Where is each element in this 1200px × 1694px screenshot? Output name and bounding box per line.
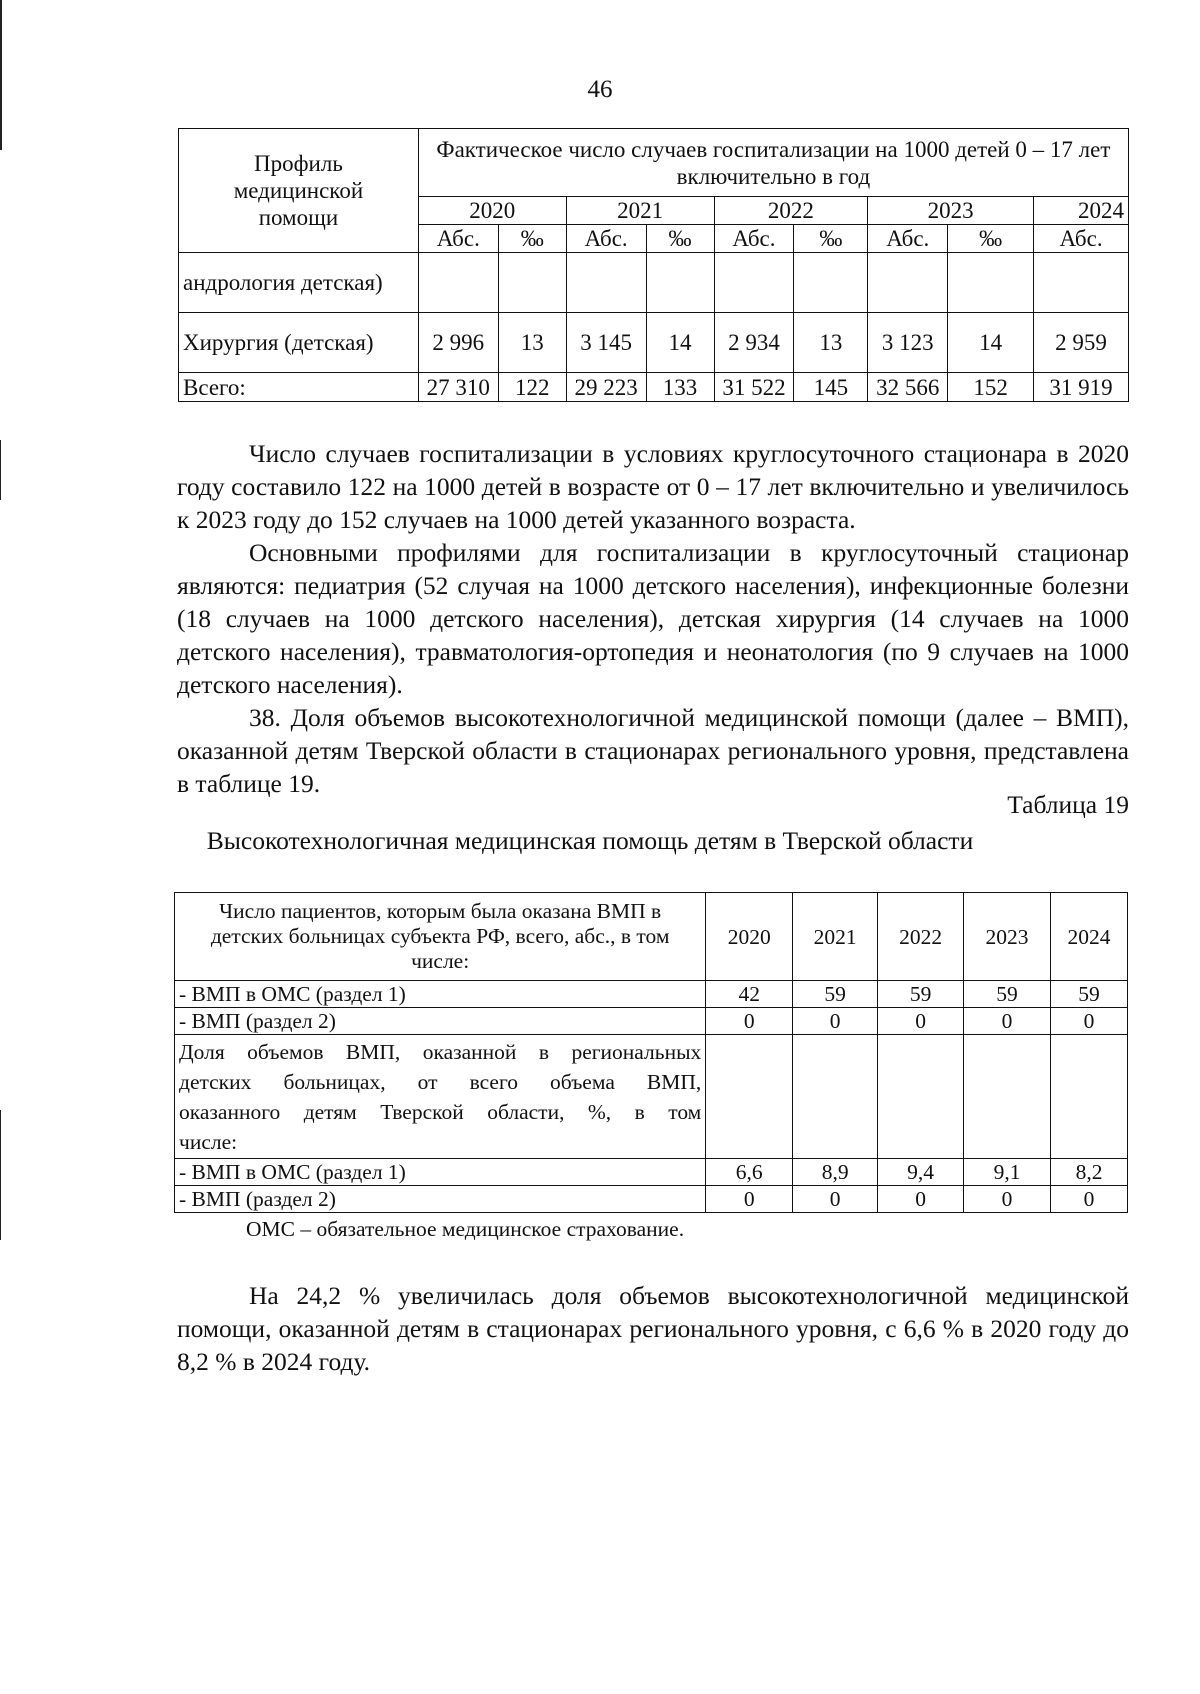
- cell: 0: [706, 1186, 793, 1213]
- header-line: Число пациентов, которым была оказана ВМП в: [219, 899, 662, 923]
- cell: 31 919: [1034, 373, 1129, 402]
- cell: 8,9: [793, 1159, 878, 1186]
- year-2022: 2022: [714, 197, 868, 225]
- cell: 59: [793, 981, 878, 1008]
- table-row: [179, 253, 1129, 313]
- cell: 14: [948, 313, 1034, 373]
- year-2023: 2023: [868, 197, 1034, 225]
- year-2024: 2024: [1034, 197, 1129, 225]
- permille-header: ‰: [646, 225, 714, 253]
- cell: 2 959: [1034, 313, 1129, 373]
- row-name: - ВМП в ОМС (раздел 1): [175, 981, 706, 1008]
- cell: [868, 253, 948, 313]
- header-line: числе:: [411, 949, 470, 973]
- cell: [646, 253, 714, 313]
- cell: 59: [1051, 981, 1128, 1008]
- row-name: Хирургия (детская): [179, 313, 419, 373]
- table-row: [175, 1008, 1128, 1035]
- abs-header: Абс.: [566, 225, 646, 253]
- share-line: оказанного детям Тверской области, %, в том: [179, 1099, 702, 1124]
- empty-cell: [878, 1035, 964, 1159]
- cell: [948, 253, 1034, 313]
- cell: 122: [498, 373, 566, 402]
- cell: 32 566: [868, 373, 948, 402]
- permille-header: ‰: [794, 225, 868, 253]
- header-profile: Профиль медицинской помощи: [179, 129, 419, 253]
- table-row-total: [179, 373, 1129, 402]
- table-row: [175, 981, 1128, 1008]
- table-label: Таблица 19: [1007, 790, 1129, 819]
- cell: 14: [646, 313, 714, 373]
- year-2022: 2022: [878, 893, 964, 981]
- paragraph: Число случаев госпитализации в условиях круглосуточного стационара в 2020 году составило 122 на 1000 детей в возрасте от 0 – 17 лет включительно и увеличилось к 2023 году до 152 случаев на 1000 детей указанного возраста.: [177, 439, 1129, 534]
- cell: 2 934: [714, 313, 794, 373]
- share-header: [175, 1035, 706, 1159]
- empty-cell: [964, 1035, 1051, 1159]
- share-line: детских больницах, от всего объема ВМП,: [179, 1069, 702, 1094]
- header-main: Фактическое число случаев госпитализации на 1000 детей 0 – 17 лет включительно в год: [418, 129, 1128, 197]
- cell: 59: [878, 981, 964, 1008]
- abs-header: Абс.: [868, 225, 948, 253]
- paragraph: Основными профилями для госпитализации в круглосуточный стационар являются: педиатрия (52 случая на 1000 детского населения), инфекционные болезни (18 случаев на 1000 детского населения), детская хирургия (14 случаев на 1000 детского населения), травматология-ортопедия и неонатология (по 9 случаев на 1000 детского населения).: [177, 538, 1129, 699]
- cell: 59: [964, 981, 1051, 1008]
- cell: 29 223: [566, 373, 646, 402]
- empty-cell: [706, 1035, 793, 1159]
- scan-edge-mark: [0, 440, 1, 500]
- cell: [566, 253, 646, 313]
- year-2020: 2020: [418, 197, 566, 225]
- cell: 0: [878, 1008, 964, 1035]
- cell: 3 145: [566, 313, 646, 373]
- cell: 9,4: [878, 1159, 964, 1186]
- footnote: ОМС – обязательное медицинское страхование.: [246, 1217, 685, 1241]
- cell: 27 310: [418, 373, 498, 402]
- year-2021: 2021: [793, 893, 878, 981]
- cell: 0: [964, 1008, 1051, 1035]
- year-2021: 2021: [566, 197, 714, 225]
- scan-edge-mark: [0, 1110, 1, 1240]
- share-line: Доля объемов ВМП, оказанной в региональных: [179, 1039, 702, 1064]
- cell: 0: [1051, 1008, 1128, 1035]
- cell: 0: [1051, 1186, 1128, 1213]
- cell: 0: [706, 1008, 793, 1035]
- body-text-lower: [177, 1279, 1129, 1378]
- year-2020: 2020: [706, 893, 793, 981]
- permille-header: ‰: [948, 225, 1034, 253]
- cell: 42: [706, 981, 793, 1008]
- cell: 8,2: [1051, 1159, 1128, 1186]
- permille-header: ‰: [498, 225, 566, 253]
- row-name: андрология детская): [179, 253, 419, 313]
- body-text-upper: [177, 437, 1129, 800]
- row-name: - ВМП (раздел 2): [175, 1008, 706, 1035]
- row-name: Всего:: [179, 373, 419, 402]
- cell: 13: [498, 313, 566, 373]
- empty-cell: [793, 1035, 878, 1159]
- cell: 133: [646, 373, 714, 402]
- high-tech-care-table: [174, 892, 1128, 1213]
- abs-header: Абс.: [1034, 225, 1129, 253]
- cell: [794, 253, 868, 313]
- abs-header: Абс.: [418, 225, 498, 253]
- cell: 3 123: [868, 313, 948, 373]
- empty-cell: [1051, 1035, 1128, 1159]
- cell: [418, 253, 498, 313]
- table-row: [179, 313, 1129, 373]
- cell: [714, 253, 794, 313]
- cell: 13: [794, 313, 868, 373]
- cell: 31 522: [714, 373, 794, 402]
- year-2024: 2024: [1051, 893, 1128, 981]
- row-name: - ВМП в ОМС (раздел 1): [175, 1159, 706, 1186]
- row-name: - ВМП (раздел 2): [175, 1186, 706, 1213]
- abs-header: Абс.: [714, 225, 794, 253]
- hospitalization-table: [178, 128, 1129, 402]
- share-line: числе:: [179, 1129, 238, 1154]
- table-row: [175, 1159, 1128, 1186]
- table-row: [175, 1186, 1128, 1213]
- cell: 0: [793, 1008, 878, 1035]
- cell: [498, 253, 566, 313]
- scan-edge-mark: [0, 0, 2, 150]
- paragraph: На 24,2 % увеличилась доля объемов высокотехнологичной медицинской помощи, оказанной детям в стационарах регионального уровня, с 6,6 % в 2020 году до 8,2 % в 2024 году.: [177, 1281, 1129, 1376]
- cell: 2 996: [418, 313, 498, 373]
- cell: 0: [793, 1186, 878, 1213]
- header-patients: [175, 893, 706, 981]
- cell: 6,6: [706, 1159, 793, 1186]
- cell: 9,1: [964, 1159, 1051, 1186]
- page-number: 46: [587, 76, 613, 103]
- year-2023: 2023: [964, 893, 1051, 981]
- cell: [1034, 253, 1129, 313]
- cell: 0: [878, 1186, 964, 1213]
- cell: 0: [964, 1186, 1051, 1213]
- cell: 152: [948, 373, 1034, 402]
- paragraph: 38. Доля объемов высокотехнологичной медицинской помощи (далее – ВМП), оказанной детям Тверской области в стационарах регионального уровня, представлена в таблице 19.: [177, 703, 1129, 798]
- header-line: детских больницах субъекта РФ, всего, абс., в том: [210, 924, 670, 948]
- table-title: Высокотехнологичная медицинская помощь детям в Тверской области: [206, 826, 974, 855]
- cell: 145: [794, 373, 868, 402]
